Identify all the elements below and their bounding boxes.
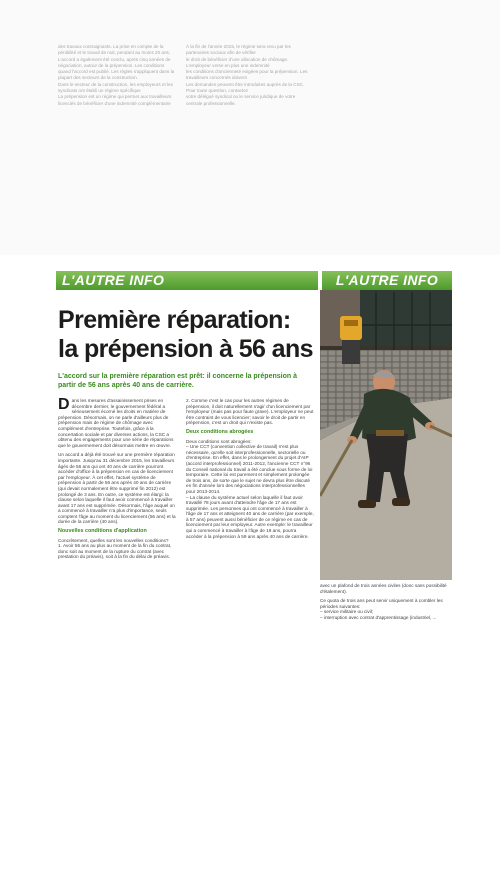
paragraph: Deux conditions sont abrogées: – Une CCT (convention collective de travail) n'est plus nécessaire, qu'elle soit interprofessionnelle, sectorielle ou d'entreprise. En effet, dans le prolongement du projet d'AIP (accord interprofessionnel) 2011-2012, l'ancienne CCT n°96 du Conseil national du travail a été conclue sous forme de loi temporaire. Cette loi est purement et simplement prolongée de trois ans, de sorte que le sujet ne devra plus être discuté en fin d'année lors des négociations interprofessionnelles pour 2013-2014. – La clause du système actuel selon laquelle il faut avoir travaillé 78 jours avant d'atteindre l'âge de 17 ans est supprimée. Les personnes qui ont commencé à travailler à l'âge de 17 ans et atteignent 40 ans de carrière (par exemple, à 57 ans) peuvent aussi bénéficier de ce régime en cas de licenciement par leur employeur. Autre exemple: le travailleur qui a commencé à travailler à l'âge de 19 ans, pourra accéder à la prépension à 59 ans après 40 ans de carrière. [186, 438, 314, 539]
article-column-2 [186, 398, 314, 543]
section-banner: L'AUTRE INFO [56, 271, 318, 290]
article-headline [58, 306, 320, 364]
subheading: Deux conditions abrogées [186, 428, 254, 435]
drop-cap: D [58, 396, 70, 413]
paragraph: 2. Comme c'est le cas pour les autres régimes de prépension, il doit naturellement s'agir d'un licenciement par l'employeur (mais pas pour faute grave). L'employeur ne peut être contraint de vous licencier; savoir le droit de partir en prépension, c'est un droit qui n'existe pas. [186, 398, 314, 426]
construction-worker-illustration [320, 290, 452, 580]
paragraph: Un accord a déjà été trouvé sur une première réparation importante. Jusqu'au 31 décembre 2015, les travailleurs âgés de 56 ans qui ont 40 ans de carrière pourront accéder d'office à la prépension en cas de licenciement par l'employeur. À cet effet, l'actuel système de prépension à partir de 56 ans après 40 ans de carrière (qui devait normalement être supprimé fin 2012) est prolongé de 3 ans. En outre, ce système est élargi: la clause selon laquelle il faut avoir commencé à travailler avant 17 ans est supprimée. Désormais, l'âge auquel on a commencé à travailler n'a plus d'importance, seuls comptent l'âge au moment du licenciement (56 ans) et la durée de la carrière (40 ans). [58, 452, 176, 525]
paragraph: avec un plafond de trois années civiles (donc sans possibilité d'étalement). [320, 583, 447, 594]
article-lead: L'accord sur la première réparation est prêt: il concerne la prépension à partir de 56 ans après 40 ans de carrière. [58, 373, 297, 389]
headline-line-2: la prépension à 56 ans [58, 335, 313, 363]
article-column-1 [58, 398, 176, 564]
paragraph [58, 398, 176, 448]
article-column-3 [320, 583, 452, 625]
paragraph: Concrètement, quelles sont les nouvelles conditions? 1. Avoir 56 ans au plus au moment de la fin du contrat, donc soit au moment de la rupture du contrat (avec prestation du préavis), soit à la fin du délai de préavis. [58, 537, 172, 560]
paragraph-text: ans les mesures d'assainissement prises en décembre dernier, le gouvernement fédéral a sérieusement écorné les droits en matière de prépension. Désormais, on ne parle d'ailleurs plus de prépension mais de régime de chômage avec complément d'entreprise. Toutefois, grâce à la concertation sociale et par diverses actions, la CSC a obtenu des engagements pour une série de réparations que le gouvernement doit désormais mettre en œuvre. [58, 398, 174, 448]
reverse-text-right: À la fin de l'année 2015, le régime sera revu par les partenaires sociaux afin de vérifier le droit de bénéficier d'une allocation de chômage. L'employeur verse en plus une indemnité les conditions d'ancienneté exigées pour la prépension. Les travailleurs concernés doivent Les demandes peuvent être introduites auprès de la CSC. Pour toute question, contactez votre délégué syndical ou le service juridique de votre centrale professionnelle. [186, 44, 308, 106]
paragraph: Ce quota de trois ans peut servir uniquement à combler les périodes suivantes: – service militaire ou civil; – interruption avec contrat d'apprentissage (industriel, ... [320, 598, 443, 620]
photo-section-banner: L'AUTRE INFO [322, 271, 452, 290]
reverse-side-bleed [0, 0, 500, 255]
reverse-text-left: des travaux contraignants. La prise en compte de la pénibilité et le travail de nuit, pendant au moins 20 ans, L'accord a également été conclu, après cinq années de négociation, autour de la prépension. Les conditions quand l'accord est publié. Les règles s'appliquent dans la plupart des secteurs de la construction. Dans le secteur de la construction, les employeurs et les syndicats ont établi un régime spécifique La prépension est un régime qui permet aux travailleurs licenciés de bénéficier d'une indemnité complémentaire [58, 44, 175, 106]
headline-line-1: Première réparation: [58, 306, 291, 334]
subheading: Nouvelles conditions d'application [58, 528, 147, 535]
worker-photo [320, 290, 452, 580]
